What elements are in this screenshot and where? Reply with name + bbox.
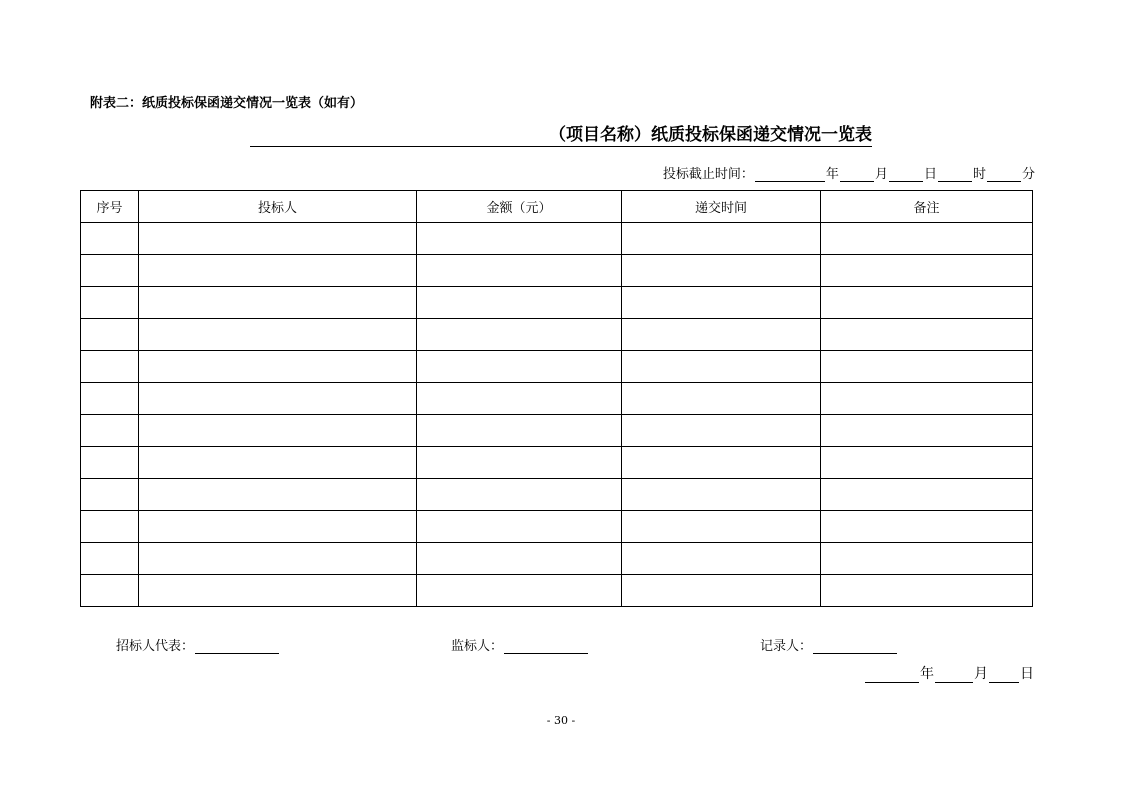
cell-serial-number[interactable] <box>81 575 139 607</box>
cell-amount[interactable] <box>417 511 622 543</box>
table-row <box>81 543 1033 575</box>
tenderer-rep-blank[interactable] <box>195 639 279 654</box>
cell-amount[interactable] <box>417 479 622 511</box>
cell-remarks[interactable] <box>821 479 1033 511</box>
cell-bidder[interactable] <box>139 255 417 287</box>
cell-serial-number[interactable] <box>81 287 139 319</box>
deadline-month-blank <box>840 167 874 182</box>
cell-remarks[interactable] <box>821 287 1033 319</box>
table-row <box>81 255 1033 287</box>
cell-bidder[interactable] <box>139 511 417 543</box>
cell-serial-number[interactable] <box>81 479 139 511</box>
form-title-line <box>250 124 872 147</box>
cell-amount[interactable] <box>417 223 622 255</box>
sign-month-label: 月 <box>974 666 988 682</box>
table-row <box>81 223 1033 255</box>
cell-bidder[interactable] <box>139 223 417 255</box>
sign-year-label: 年 <box>920 666 934 682</box>
supervisor-signature <box>451 635 589 654</box>
cell-submission-time[interactable] <box>622 511 821 543</box>
cell-remarks[interactable] <box>821 575 1033 607</box>
cell-bidder[interactable] <box>139 479 417 511</box>
cell-bidder[interactable] <box>139 383 417 415</box>
cell-bidder[interactable] <box>139 287 417 319</box>
cell-submission-time[interactable] <box>622 223 821 255</box>
cell-remarks[interactable] <box>821 351 1033 383</box>
deadline-day-label: 日 <box>923 167 937 182</box>
cell-remarks[interactable] <box>821 543 1033 575</box>
recorder-signature <box>760 635 898 654</box>
cell-amount[interactable] <box>417 287 622 319</box>
cell-amount[interactable] <box>417 415 622 447</box>
cell-bidder[interactable] <box>139 543 417 575</box>
cell-serial-number[interactable] <box>81 511 139 543</box>
signature-row <box>0 635 1122 655</box>
cell-remarks[interactable] <box>821 223 1033 255</box>
cell-amount[interactable] <box>417 319 622 351</box>
cell-submission-time[interactable] <box>622 543 821 575</box>
deadline-hour-blank <box>938 167 972 182</box>
deadline-minute-label: 分 <box>1021 167 1035 182</box>
cell-bidder[interactable] <box>139 415 417 447</box>
bid-guarantee-table <box>80 190 1033 607</box>
sign-year-blank[interactable] <box>865 668 919 683</box>
cell-amount[interactable] <box>417 447 622 479</box>
deadline-minute-blank <box>987 167 1021 182</box>
table-row <box>81 383 1033 415</box>
cell-submission-time[interactable] <box>622 287 821 319</box>
cell-remarks[interactable] <box>821 447 1033 479</box>
cell-submission-time[interactable] <box>622 351 821 383</box>
table-row <box>81 447 1033 479</box>
cell-submission-time[interactable] <box>622 383 821 415</box>
recorder-label: 记录人： <box>760 639 813 654</box>
cell-serial-number[interactable] <box>81 543 139 575</box>
tenderer-rep-signature <box>116 635 280 654</box>
sign-month-blank[interactable] <box>935 668 973 683</box>
header-remarks: 备注 <box>821 191 1033 223</box>
cell-bidder[interactable] <box>139 575 417 607</box>
cell-bidder[interactable] <box>139 447 417 479</box>
table-row <box>81 511 1033 543</box>
appendix-title: 附表二：纸质投标保函递交情况一览表（如有） <box>90 96 364 111</box>
table-body <box>81 223 1033 607</box>
header-submission-time: 递交时间 <box>622 191 821 223</box>
cell-remarks[interactable] <box>821 511 1033 543</box>
table-row <box>81 287 1033 319</box>
cell-amount[interactable] <box>417 543 622 575</box>
cell-serial-number[interactable] <box>81 223 139 255</box>
cell-serial-number[interactable] <box>81 351 139 383</box>
cell-submission-time[interactable] <box>622 479 821 511</box>
cell-bidder[interactable] <box>139 319 417 351</box>
cell-serial-number[interactable] <box>81 447 139 479</box>
cell-serial-number[interactable] <box>81 255 139 287</box>
cell-submission-time[interactable] <box>622 319 821 351</box>
recorder-blank[interactable] <box>813 639 897 654</box>
deadline-day-blank <box>889 167 923 182</box>
tenderer-rep-label: 招标人代表： <box>116 639 195 654</box>
cell-remarks[interactable] <box>821 383 1033 415</box>
sign-day-blank[interactable] <box>989 668 1019 683</box>
cell-amount[interactable] <box>417 255 622 287</box>
cell-submission-time[interactable] <box>622 255 821 287</box>
cell-submission-time[interactable] <box>622 575 821 607</box>
table-row <box>81 479 1033 511</box>
table-row <box>81 575 1033 607</box>
sign-date-line <box>864 663 1034 683</box>
cell-amount[interactable] <box>417 351 622 383</box>
cell-remarks[interactable] <box>821 415 1033 447</box>
header-bidder: 投标人 <box>139 191 417 223</box>
deadline-year-label: 年 <box>825 167 839 182</box>
header-serial-number: 序号 <box>81 191 139 223</box>
supervisor-blank[interactable] <box>504 639 588 654</box>
header-amount: 金额（元） <box>417 191 622 223</box>
deadline-label: 投标截止时间： <box>662 167 754 182</box>
table-row <box>81 415 1033 447</box>
deadline-line <box>663 163 1035 182</box>
cell-remarks[interactable] <box>821 255 1033 287</box>
page-number: - 30 - <box>546 714 576 727</box>
supervisor-label: 监标人： <box>451 639 504 654</box>
cell-bidder[interactable] <box>139 351 417 383</box>
cell-amount[interactable] <box>417 383 622 415</box>
cell-serial-number[interactable] <box>81 415 139 447</box>
cell-submission-time[interactable] <box>622 447 821 479</box>
cell-serial-number[interactable] <box>81 319 139 351</box>
cell-remarks[interactable] <box>821 319 1033 351</box>
sign-day-label: 日 <box>1020 666 1034 682</box>
table-row <box>81 351 1033 383</box>
form-title: （项目名称）纸质投标保函递交情况一览表 <box>549 125 872 145</box>
cell-amount[interactable] <box>417 575 622 607</box>
deadline-year-blank <box>755 167 825 182</box>
deadline-month-label: 月 <box>874 167 888 182</box>
cell-serial-number[interactable] <box>81 383 139 415</box>
table-row <box>81 319 1033 351</box>
cell-submission-time[interactable] <box>622 415 821 447</box>
table-header-row <box>81 191 1033 223</box>
deadline-hour-label: 时 <box>972 167 986 182</box>
